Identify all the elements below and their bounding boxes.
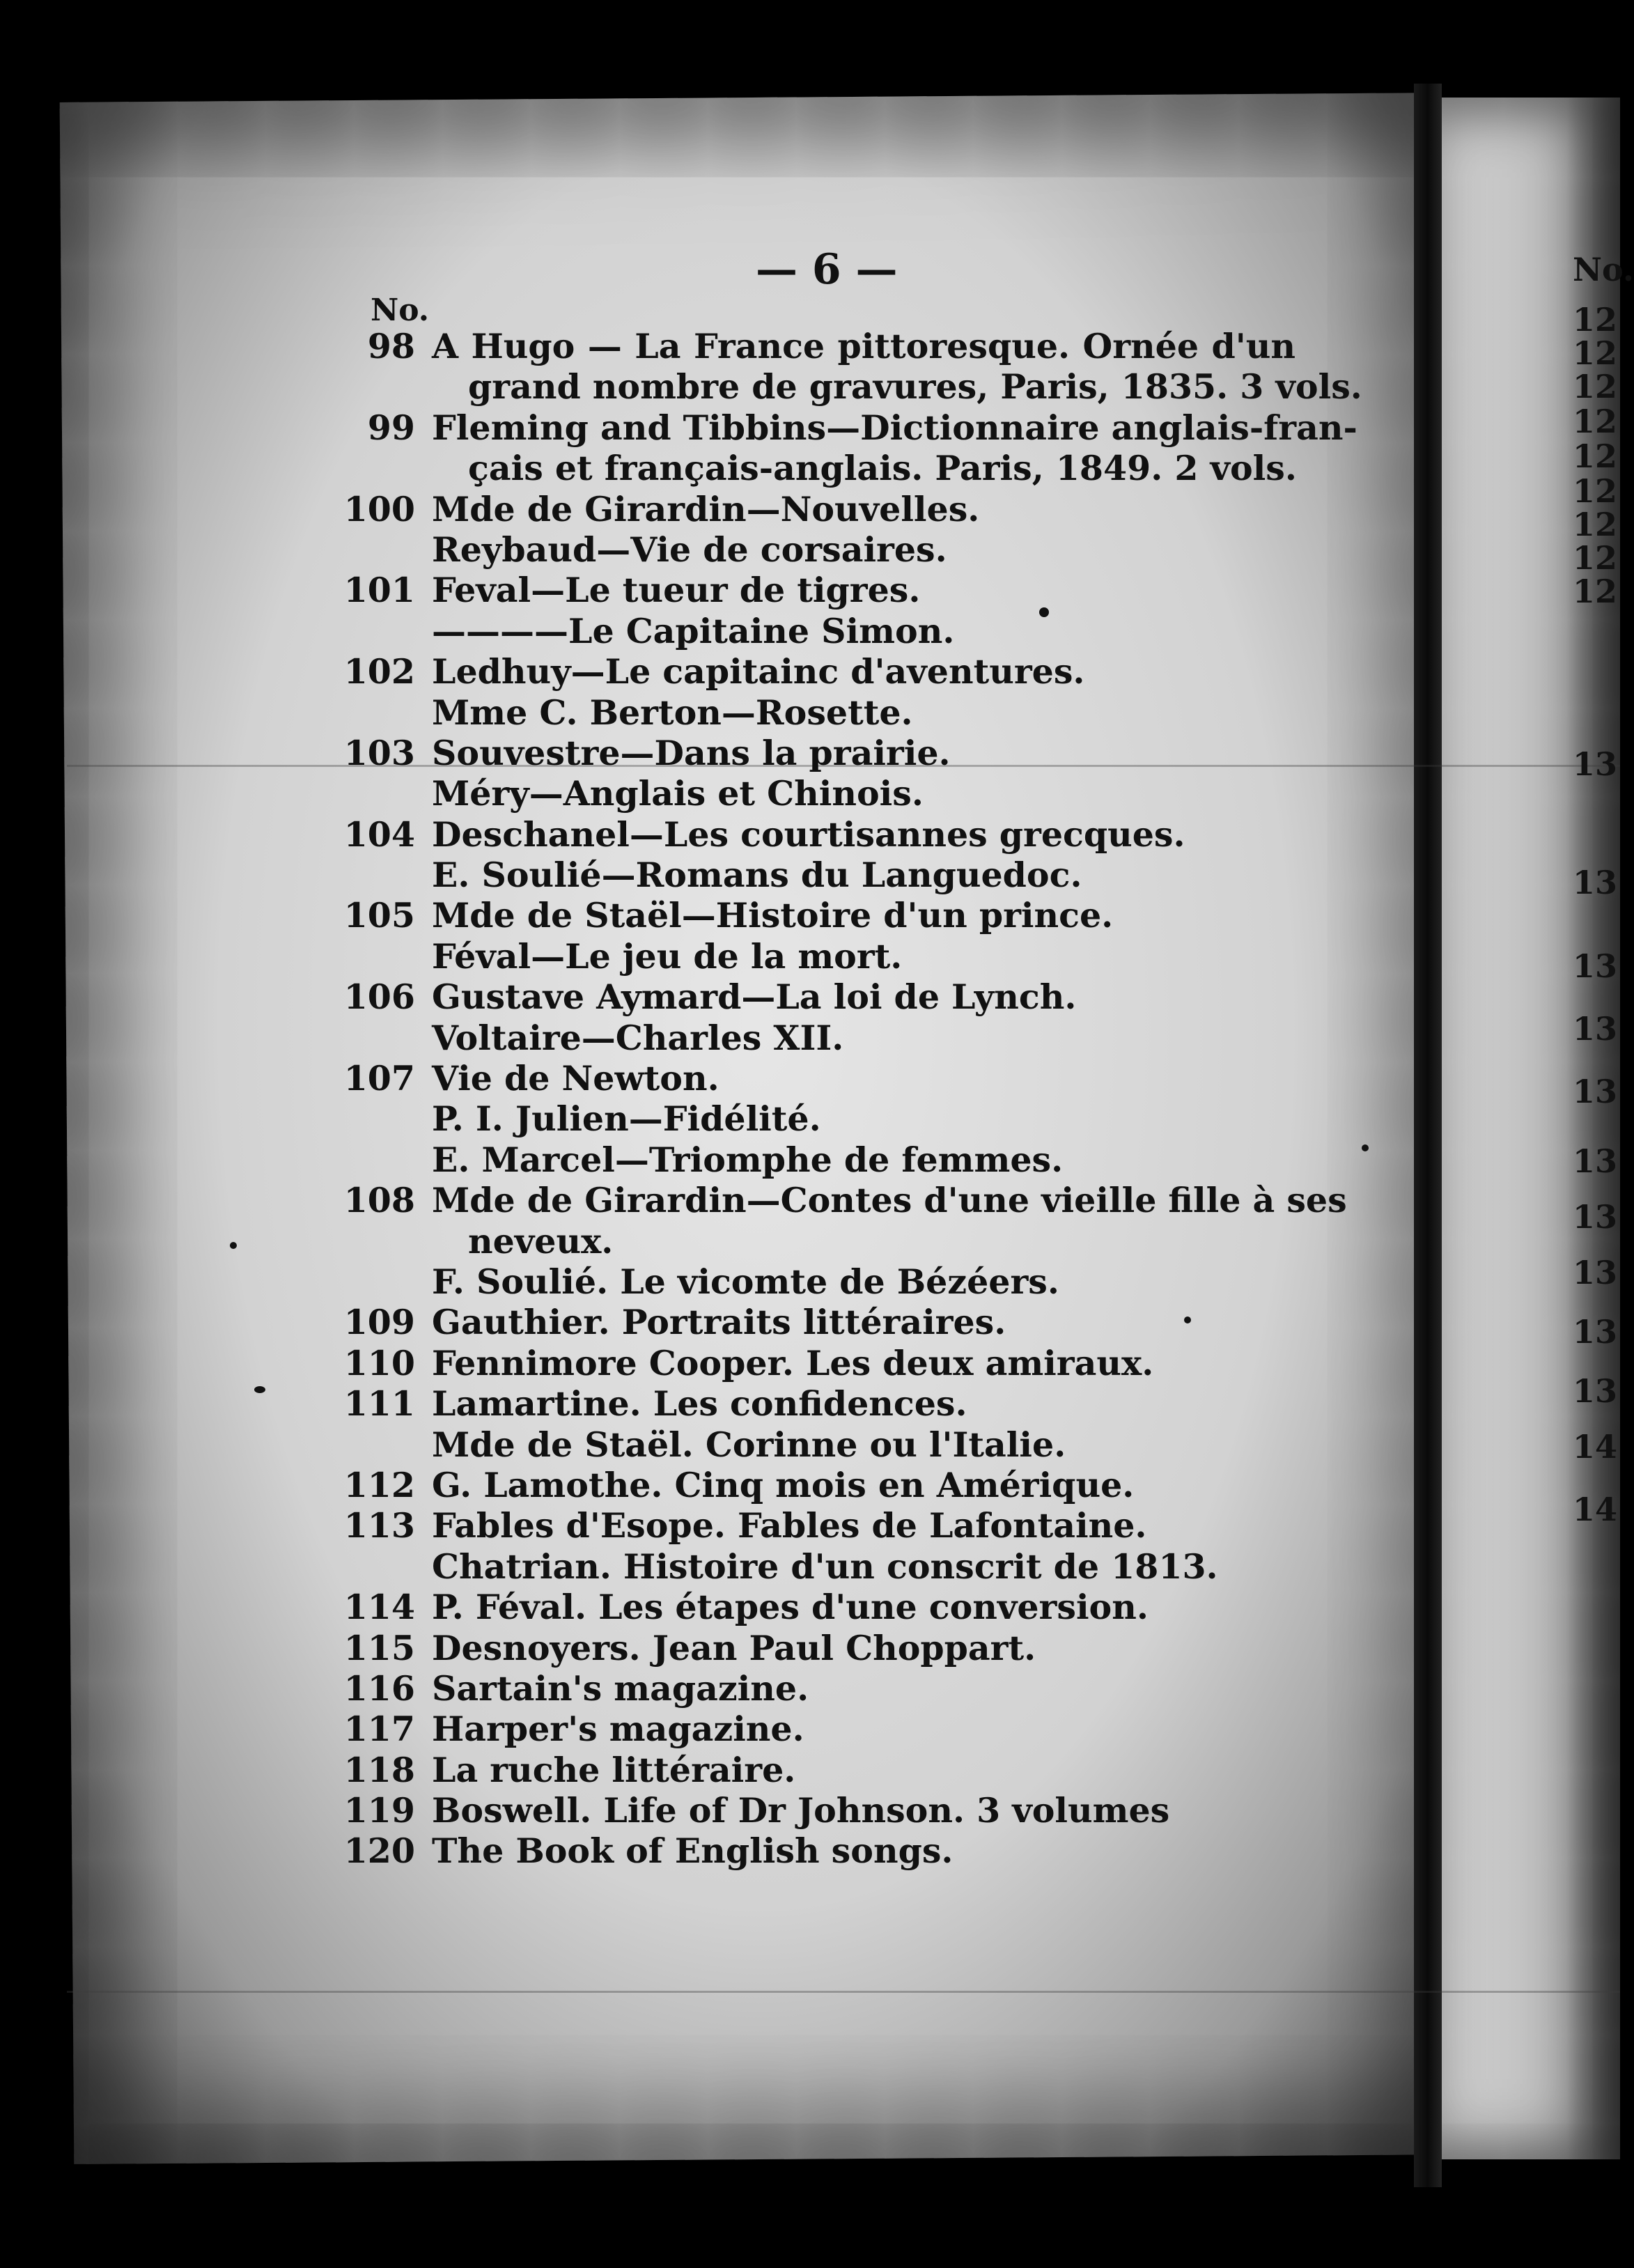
- facing-entry-number: 13: [1573, 1198, 1618, 1236]
- page-number: — 6 —: [756, 245, 898, 294]
- entry-number: 111: [343, 1383, 415, 1424]
- entry-text: Mde de Staël. Corinne ou l'Italie.: [432, 1424, 1066, 1465]
- entry-number: 109: [343, 1302, 415, 1343]
- catalogue-line: [293, 1831, 1295, 1871]
- catalogue-line: [293, 529, 1295, 570]
- catalogue-line: [293, 1587, 1295, 1627]
- entry-text: Mde de Girardin—Contes d'une vieille fille à ses: [432, 1180, 1347, 1221]
- catalogue-line: [293, 895, 1295, 935]
- facing-entry-number: 12: [1573, 573, 1618, 610]
- entry-text: G. Lamothe. Cinq mois en Amérique.: [432, 1464, 1135, 1505]
- entry-text: Fables d'Esope. Fables de Lafontaine.: [432, 1505, 1147, 1546]
- entry-text: Boswell. Life of Dr Johnson. 3 volumes: [432, 1790, 1170, 1831]
- catalogue-line: [293, 1343, 1295, 1383]
- facing-entry-number: 13: [1573, 1254, 1618, 1291]
- entry-text: Mme C. Berton—Rosette.: [432, 692, 913, 733]
- entry-text: E. Soulié—Romans du Languedoc.: [432, 855, 1082, 896]
- catalogue-line: [293, 570, 1295, 610]
- entry-text: E. Marcel—Triomphe de femmes.: [432, 1139, 1064, 1180]
- facing-entry-number: 13: [1573, 1073, 1618, 1110]
- number-column-header: No.: [371, 293, 430, 328]
- catalogue-line: [293, 326, 1295, 366]
- entry-number: 119: [343, 1790, 415, 1831]
- entry-text: Mde de Girardin—Nouvelles.: [432, 488, 980, 529]
- entry-number: 101: [343, 570, 415, 611]
- facing-entry-number: 13: [1573, 745, 1618, 783]
- facing-entry-number: 13: [1573, 1372, 1618, 1410]
- catalogue-line: [293, 733, 1295, 773]
- facing-entry-number: 13: [1573, 1010, 1618, 1048]
- catalogue-line: [293, 1140, 1295, 1180]
- catalogue-line: [293, 936, 1295, 977]
- catalogue-line: [293, 1628, 1295, 1668]
- entry-text: A Hugo — La France pittoresque. Ornée d'un: [432, 326, 1295, 366]
- entry-text: Gauthier. Portraits littéraires.: [432, 1302, 1006, 1343]
- facing-entry-number: 13: [1573, 1142, 1618, 1180]
- facing-entry-number: 13: [1573, 1313, 1618, 1351]
- catalogue-line: [293, 1261, 1295, 1302]
- entry-text: Desnoyers. Jean Paul Choppart.: [432, 1627, 1036, 1668]
- catalogue-line: [293, 1709, 1295, 1749]
- entry-number: 114: [343, 1587, 415, 1628]
- entry-number: 99: [367, 407, 415, 448]
- catalogue-line: [293, 489, 1295, 529]
- entry-number: 110: [343, 1342, 415, 1383]
- catalogue-line: [293, 1383, 1295, 1424]
- entry-text: Vie de Newton.: [432, 1058, 719, 1099]
- entry-text: Ledhuy—Le capitainc d'aventures.: [432, 651, 1085, 692]
- catalogue-line: [293, 1058, 1295, 1098]
- entry-number: 120: [343, 1831, 415, 1872]
- entry-number: 102: [343, 651, 415, 692]
- catalogue-line: [293, 1465, 1295, 1505]
- entry-text: Voltaire—Charles XII.: [432, 1017, 844, 1058]
- facing-entry-number: 12: [1573, 334, 1618, 372]
- facing-entry-number: 12: [1573, 506, 1618, 543]
- entry-text: F. Soulié. Le vicomte de Bézéers.: [432, 1261, 1059, 1302]
- entry-text: P. I. Julien—Fidélité.: [432, 1098, 821, 1140]
- entry-text: Harper's magazine.: [432, 1709, 804, 1750]
- entry-text: Mde de Staël—Histoire d'un prince.: [432, 895, 1114, 936]
- facing-entry-number: 12: [1573, 437, 1618, 475]
- entry-text: La ruche littéraire.: [432, 1749, 796, 1790]
- catalogue-line: [293, 773, 1295, 814]
- entry-text: Souvestre—Dans la prairie.: [432, 732, 951, 773]
- entry-number: 103: [343, 732, 415, 773]
- facing-page-header: No.: [1573, 251, 1634, 288]
- catalogue-line: [293, 1668, 1295, 1709]
- facing-entry-number: 12: [1573, 472, 1618, 510]
- catalogue-line: [293, 448, 1295, 488]
- entry-text: Sartain's magazine.: [432, 1668, 809, 1709]
- catalogue-line: [293, 1180, 1347, 1221]
- catalogue-line: [293, 692, 1295, 733]
- entry-text: The Book of English songs.: [432, 1831, 954, 1872]
- catalogue-line: [293, 1790, 1295, 1831]
- entry-number: 98: [367, 326, 415, 366]
- facing-entry-number: 13: [1573, 864, 1618, 901]
- catalogue-line: [293, 1505, 1295, 1546]
- catalogue-line: [293, 1546, 1295, 1587]
- catalogue-line: [293, 855, 1295, 895]
- catalogue-line: [293, 1221, 1295, 1261]
- entry-number: 108: [343, 1180, 415, 1221]
- entry-number: 100: [343, 488, 415, 529]
- entry-number: 105: [343, 895, 415, 936]
- entry-text: P. Féval. Les étapes d'une conversion.: [432, 1587, 1149, 1628]
- entry-number: 112: [343, 1464, 415, 1505]
- entry-text: Fennimore Cooper. Les deux amiraux.: [432, 1342, 1154, 1383]
- entry-text: Deschanel—Les courtisannes grecques.: [432, 814, 1185, 855]
- entry-text: Chatrian. Histoire d'un conscrit de 1813.: [432, 1546, 1218, 1587]
- entry-text: çais et français-anglais. Paris, 1849. 2 vols.: [468, 448, 1297, 489]
- catalogue-line: [293, 977, 1295, 1017]
- facing-entry-number: 12: [1573, 301, 1618, 339]
- entry-number: 107: [343, 1058, 415, 1099]
- entry-number: 116: [343, 1668, 415, 1709]
- catalogue-line: [293, 1750, 1295, 1790]
- catalogue-line: [293, 1424, 1295, 1465]
- catalogue-line: [293, 651, 1295, 692]
- entry-text: Méry—Anglais et Chinois.: [432, 773, 924, 814]
- catalogue-line: [293, 1098, 1295, 1139]
- entry-text: neveux.: [468, 1220, 614, 1261]
- entry-text: Féval—Le jeu de la mort.: [432, 935, 903, 977]
- entry-number: 118: [343, 1749, 415, 1790]
- entry-text: Lamartine. Les confidences.: [432, 1383, 967, 1424]
- facing-entry-number: 12: [1573, 403, 1618, 440]
- facing-entry-number: 14: [1573, 1491, 1618, 1528]
- entry-number: 115: [343, 1627, 415, 1668]
- facing-entry-number: 13: [1573, 947, 1618, 985]
- facing-entry-number: 12: [1573, 368, 1618, 405]
- entry-number: 113: [343, 1505, 415, 1546]
- catalogue-line: [293, 1018, 1295, 1058]
- entry-text: Reybaud—Vie de corsaires.: [432, 529, 947, 570]
- entry-text: Gustave Aymard—La loi de Lynch.: [432, 977, 1077, 1018]
- entry-text: ————Le Capitaine Simon.: [432, 610, 955, 651]
- entry-text: Fleming and Tibbins—Dictionnaire anglais-fran-: [432, 407, 1357, 448]
- entry-text: grand nombre de gravures, Paris, 1835. 3 vols.: [468, 366, 1362, 407]
- catalogue-line: [293, 366, 1362, 407]
- catalogue-line: [293, 814, 1295, 855]
- entry-number: 104: [343, 814, 415, 855]
- catalogue-line: [293, 1302, 1295, 1342]
- facing-entry-number: 12: [1573, 539, 1618, 577]
- catalogue-entries: [293, 326, 1362, 1872]
- facing-entry-number: 14: [1573, 1428, 1618, 1466]
- entry-number: 117: [343, 1709, 415, 1750]
- entry-text: Feval—Le tueur de tigres.: [432, 570, 921, 611]
- entry-number: 106: [343, 977, 415, 1018]
- catalogue-line: [293, 611, 1295, 651]
- catalogue-line: [293, 407, 1357, 448]
